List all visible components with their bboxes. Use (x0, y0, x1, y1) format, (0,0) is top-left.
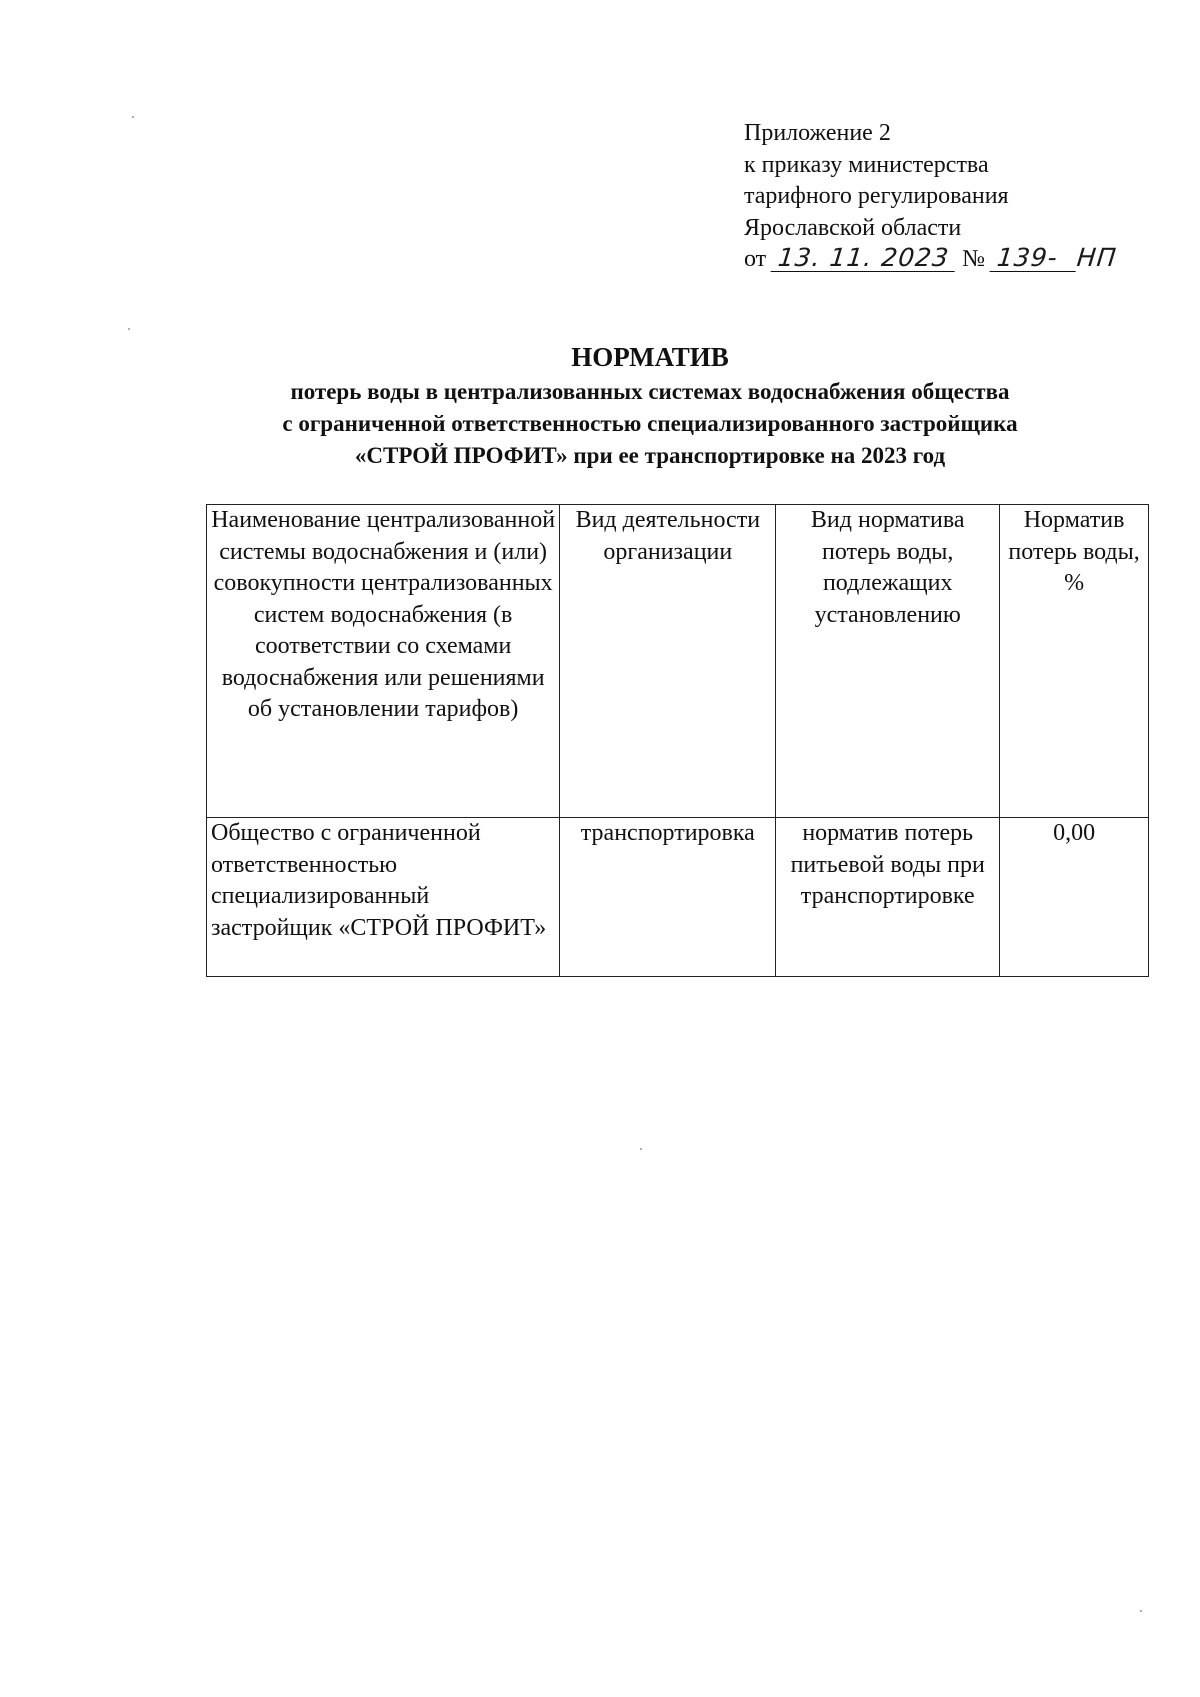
scan-speck (1140, 1610, 1142, 1612)
cell-activity: транспортировка (560, 818, 776, 977)
handwritten-date: 13. 11. 2023 (771, 245, 958, 272)
header-norm-value: Норматив потерь воды, % (1000, 505, 1149, 818)
appendix-date-line (744, 244, 1123, 276)
cell-norm-type: норматив потерь питьевой воды при транспортировке (776, 818, 1000, 977)
table-header-row (207, 505, 1149, 818)
scan-speck (128, 328, 130, 330)
title-main: НОРМАТИВ (571, 342, 729, 372)
table-row (207, 818, 1149, 977)
header-system-name: Наименование централизованной системы водоснабжения и (или) совокупности централизованных систем водоснабжения (в соответствии со схемами водоснабжения или решениями об установлении тарифов) (207, 505, 560, 818)
appendix-line-2: к приказу министерства (744, 151, 989, 178)
appendix-line-4: Ярославской области (744, 214, 962, 241)
scan-speck (640, 1148, 642, 1150)
handwritten-number-suffix: НП (1075, 243, 1119, 272)
document-title (200, 340, 1100, 472)
title-line-1: потерь воды в централизованных системах водоснабжения общества (290, 379, 1010, 404)
scan-speck (132, 116, 134, 118)
norm-table (206, 504, 1149, 977)
title-line-3: «СТРОЙ ПРОФИТ» при ее транспортировке на 2023 год (354, 443, 946, 468)
handwritten-number-main: 139- (990, 245, 1079, 272)
number-sign: № (962, 246, 986, 272)
appendix-line-3: тарифного регулирования (744, 183, 1009, 209)
appendix-line-1: Приложение 2 (744, 120, 891, 146)
header-activity: Вид деятельности организации (560, 505, 776, 818)
title-line-2: с ограниченной ответственностью специализированного застройщика (282, 411, 1018, 436)
cell-norm-value: 0,00 (1000, 818, 1149, 977)
header-norm-type: Вид норматива потерь воды, подлежащих установлению (776, 505, 1000, 818)
handwritten-number (991, 244, 1123, 276)
cell-organization: Общество с ограниченной ответственностью специализированный застройщик «СТРОЙ ПРОФИТ» (207, 818, 560, 977)
date-prefix: от (744, 246, 767, 272)
appendix-block (744, 118, 1123, 276)
